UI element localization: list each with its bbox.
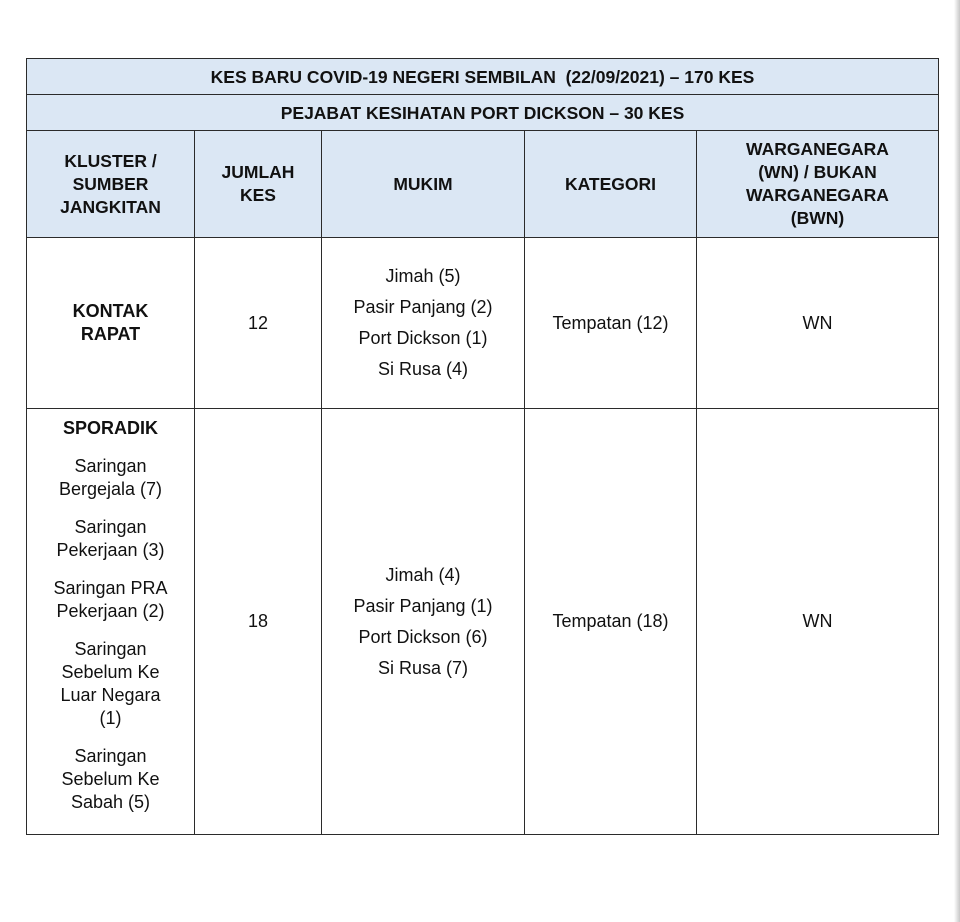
mukim-item: Pasir Panjang (1)	[353, 595, 493, 616]
kluster-title: SPORADIK	[62, 418, 158, 438]
table-row	[27, 409, 939, 835]
header-jumlah-kes: JUMLAH KES	[195, 131, 322, 238]
mukim-item: Port Dickson (1)	[358, 328, 488, 348]
mukim-item: Jimah (5)	[385, 266, 461, 286]
table-title: KES BARU COVID-19 NEGERI SEMBILAN (22/09/2021) – 170 KES	[27, 59, 939, 95]
mukim-item: Si Rusa (7)	[377, 657, 469, 678]
mukim-item: Si Rusa (4)	[377, 359, 469, 379]
mukim-item: Pasir Panjang (2)	[353, 297, 493, 317]
cell-warganegara: WN	[697, 238, 939, 409]
header-warganegara: WARGANEGARA (WN) / BUKAN WARGANEGARA (BWN)	[697, 131, 939, 238]
cell-warganegara: WN	[697, 409, 939, 835]
covid-cases-table	[26, 58, 939, 835]
cell-kluster: KONTAK RAPAT	[27, 238, 195, 409]
page-edge-shadow	[954, 0, 960, 922]
cell-kategori: Tempatan (12)	[525, 238, 697, 409]
cell-mukim	[322, 409, 525, 835]
table-subtitle: PEJABAT KESIHATAN PORT DICKSON – 30 KES	[27, 95, 939, 131]
header-kategori: KATEGORI	[525, 131, 697, 238]
cell-jumlah: 18	[195, 409, 322, 835]
kluster-item: Saringan Sebelum Ke Luar Negara (1)	[60, 639, 161, 728]
kluster-item: Saringan Pekerjaan (3)	[56, 517, 165, 560]
kluster-item: Saringan PRA Pekerjaan (2)	[53, 578, 168, 621]
header-mukim: MUKIM	[322, 131, 525, 238]
cell-jumlah: 12	[195, 238, 322, 409]
kluster-item: Saringan Sebelum Ke Sabah (5)	[61, 746, 160, 812]
cell-kluster	[27, 409, 195, 835]
kluster-item: Saringan Bergejala (7)	[58, 456, 163, 499]
table-row	[27, 238, 939, 409]
cell-kategori: Tempatan (18)	[525, 409, 697, 835]
cell-mukim	[322, 238, 525, 409]
header-kluster: KLUSTER / SUMBER JANGKITAN	[27, 131, 195, 238]
mukim-item: Jimah (4)	[385, 564, 461, 585]
mukim-item: Port Dickson (6)	[358, 626, 488, 647]
